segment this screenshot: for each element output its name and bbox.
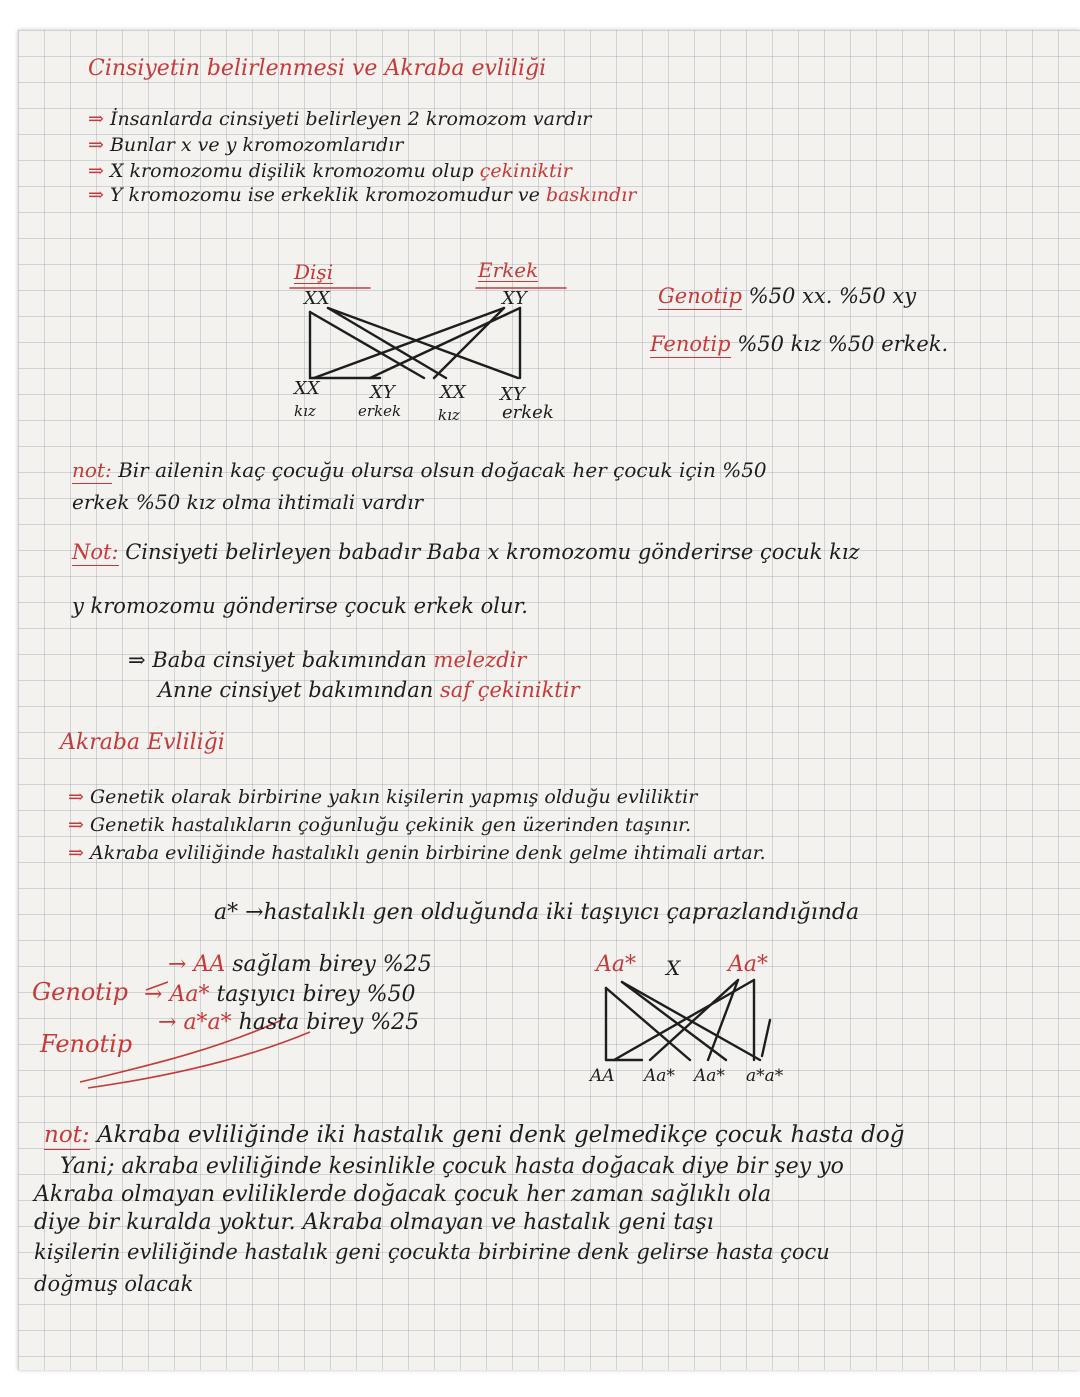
father-text: Baba cinsiyet bakımından [152, 648, 427, 672]
male-label: Erkek [478, 258, 539, 282]
offspring-genotype-3: XX [440, 382, 466, 403]
cross2-phenotype-label: Fenotip [40, 1030, 133, 1058]
offspring-genotype-4: XY [500, 384, 525, 405]
cross2-offspring-3: Aa* [694, 1066, 725, 1086]
intro-highlight-4: baskındır [545, 184, 637, 206]
cross2-row-1 [168, 954, 432, 976]
offspring-sex-2: erkek [358, 402, 402, 420]
arrow-icon: ⇒ [68, 842, 84, 864]
note1-text-2: erkek %50 kız olma ihtimali vardır [72, 490, 424, 514]
note2-line-1 [72, 542, 860, 563]
cross2-offspring-2: Aa* [644, 1066, 675, 1086]
offspring-genotype-1: XX [294, 378, 320, 399]
cross2-row-3-pheno: hasta birey %25 [238, 1010, 420, 1035]
note2-label: Not: [72, 540, 119, 564]
male-genotype: XY [502, 288, 527, 309]
cross-line [314, 308, 504, 378]
cross2-row-2 [144, 984, 416, 1006]
phenotype-label: Fenotip [650, 332, 731, 356]
note3-line-1 [44, 1124, 904, 1147]
notebook-page [18, 30, 1080, 1370]
note3-text-6: doğmuş olacak [34, 1272, 194, 1296]
genotype-ratio [658, 286, 916, 307]
arrow-icon: ⇒ [128, 648, 146, 672]
offspring-sex-3: kız [438, 406, 460, 424]
note2-text-2: y kromozomu gönderirse çocuk erkek olur. [72, 594, 528, 618]
cross2-offspring-4: a*a* [746, 1066, 784, 1086]
cross2-row-2-geno: Aa* [169, 982, 210, 1007]
mother-text: Anne cinsiyet bakımından [158, 678, 434, 702]
cross2-row-2-pheno: taşıyıcı birey %50 [216, 982, 416, 1007]
arrow-icon: ⇒ [88, 160, 104, 182]
cross-sign: X [666, 956, 681, 980]
note3-text-3: Akraba olmayan evliliklerde doğacak çocuk her zaman sağlıklı ola [34, 1182, 772, 1207]
cross-line [310, 312, 380, 378]
note3-text-5: kişilerin evliliğinde hastalık geni çocukta birbirine denk gelirse hasta çocu [34, 1240, 830, 1264]
offspring-sex-1: kız [294, 402, 316, 420]
note3-label: not: [44, 1122, 90, 1148]
cross2-row-1-pheno: sağlam birey %25 [232, 952, 432, 977]
carrier-line: a* →hastalıklı gen olduğunda iki taşıyıcı çaprazlandığında [214, 900, 860, 925]
akraba-heading: Akraba Evliliği [60, 730, 225, 755]
akraba-text-2: Genetik hastalıkların çoğunluğu çekinik gen üzerinden taşınır. [89, 814, 692, 836]
akraba-text-1: Genetik olarak birbirine yakın kişilerin yapmış olduğu evliliktir [89, 786, 698, 808]
title-part-1: Cinsiyetin belirlenmesi [88, 56, 345, 81]
note3-text-4: diye bir kuralda yoktur. Akraba olmayan ve hastalık geni taşı [34, 1210, 714, 1235]
arrow-icon: ⇒ [68, 786, 84, 808]
intro-text-4: Y kromozomu ise erkeklik kromozomudur ve [109, 184, 540, 206]
cross2-row-3-geno: a*a* [183, 1010, 232, 1035]
intro-highlight-3: çekiniktir [479, 160, 572, 182]
cross2-line [650, 980, 738, 1060]
note2-text-1: Cinsiyeti belirleyen babadır Baba x kromozomu gönderirse çocuk kız [125, 540, 860, 564]
note1-text-1: Bir ailenin kaç çocuğu olursa olsun doğacak her çocuk için %50 [118, 458, 767, 482]
note3-text-1: Akraba evliliğinde iki hastalık geni denk gelmedikçe çocuk hasta doğ [96, 1122, 905, 1148]
offspring-genotype-2: XY [370, 382, 395, 403]
title-part-3: Akraba evliliği [384, 56, 547, 81]
cross2-line [762, 1020, 770, 1056]
akraba-point-3 [68, 844, 766, 863]
cross-line [328, 308, 518, 378]
phenotype-value: %50 kız %50 erkek. [737, 332, 949, 356]
cross2-line [622, 982, 726, 1060]
cross2-parent-1: Aa* [596, 952, 637, 977]
phenotype-ratio [650, 334, 948, 355]
arrow-icon: → [168, 952, 187, 977]
intro-text-1: İnsanlarda cinsiyeti belirleyen 2 kromozom vardır [109, 108, 592, 130]
female-genotype: XX [304, 288, 330, 309]
title-part-2: ve [351, 56, 378, 81]
arrow-icon: → [158, 1010, 177, 1035]
father-line [128, 650, 526, 671]
intro-text-3: X kromozomu dişilik kromozomu olup [109, 160, 474, 182]
arrow-icon: ⇒ [88, 134, 104, 156]
arrow-icon: → [144, 982, 163, 1007]
arrow-icon: ⇒ [88, 108, 104, 130]
cross2-row-1-geno: AA [193, 952, 226, 977]
genotype-label: Genotip [658, 284, 742, 308]
father-highlight: melezdir [433, 648, 527, 672]
arrow-icon: ⇒ [68, 814, 84, 836]
note1-line-1 [72, 460, 767, 480]
mother-highlight: saf çekiniktir [439, 678, 580, 702]
genotype-value: %50 xx. %50 xy [748, 284, 917, 308]
female-label: Dişi [294, 260, 334, 284]
arrow-icon: ⇒ [88, 184, 104, 206]
intro-text-2: Bunlar x ve y kromozomlarıdır [109, 134, 404, 156]
note1-label: not: [72, 458, 112, 482]
cross2-offspring-1: AA [590, 1066, 615, 1086]
cross2-row-3 [158, 1012, 419, 1034]
cross2-genotype-label: Genotip [32, 978, 128, 1006]
cross2-line [708, 980, 738, 1060]
offspring-sex-4: erkek [502, 402, 554, 423]
akraba-text-3: Akraba evliliğinde hastalıklı genin birbirine denk gelme ihtimali artar. [89, 842, 766, 864]
note3-text-2: Yani; akraba evliliğinde kesinlikle çocuk hasta doğacak diye bir şey yo [60, 1154, 844, 1179]
mother-line [158, 680, 580, 701]
cross2-parent-2: Aa* [728, 952, 769, 977]
akraba-point-1 [68, 788, 697, 807]
akraba-point-2 [68, 816, 691, 835]
